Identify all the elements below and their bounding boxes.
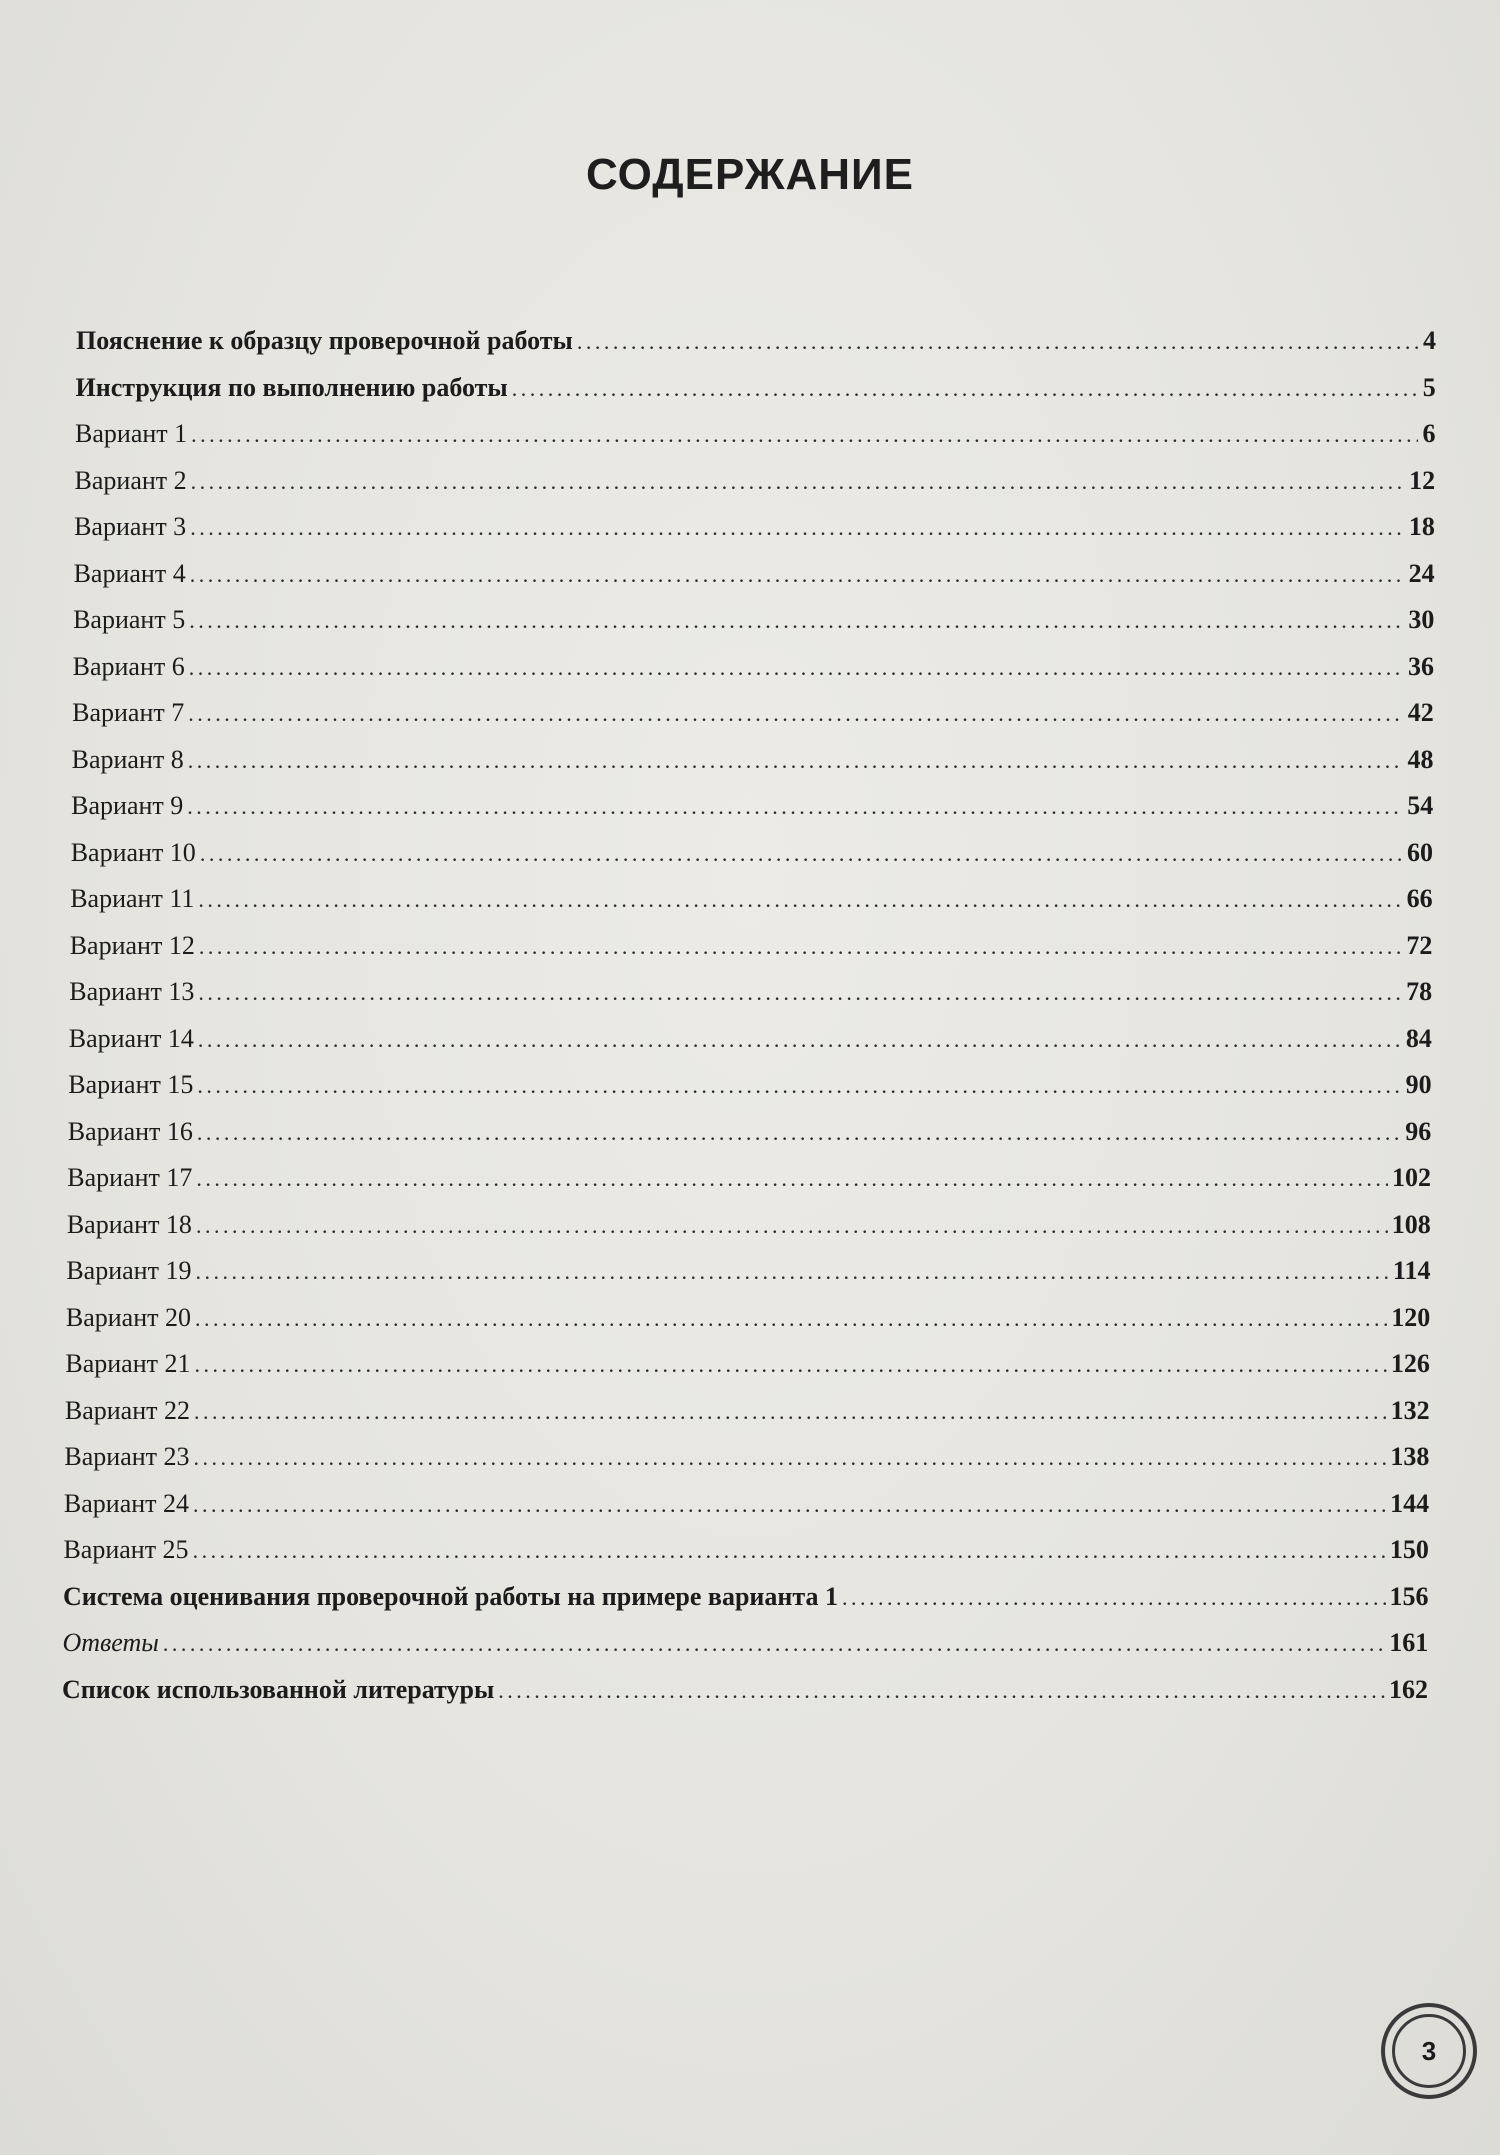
toc-leader-dots (577, 319, 1419, 365)
toc-entry-page: 96 (1405, 1116, 1432, 1146)
toc-entry (63, 1574, 1429, 1620)
toc-entry (76, 318, 1436, 364)
toc-entry (67, 1202, 1431, 1248)
toc-leader-dots (199, 924, 1403, 970)
toc-entry-label: Вариант 7 (72, 698, 185, 727)
toc-entry-page: 66 (1406, 884, 1433, 913)
toc-leader-dots (189, 645, 1404, 691)
toc-entry-page: 42 (1407, 698, 1434, 727)
toc-leader-dots (197, 1063, 1401, 1109)
toc-entry-page: 5 (1422, 372, 1436, 402)
toc-entry-label: Вариант 15 (68, 1070, 194, 1099)
toc-entry-page: 48 (1407, 744, 1434, 774)
toc-entry-page: 36 (1408, 651, 1435, 681)
toc-entry (73, 644, 1434, 690)
toc-entry (74, 551, 1435, 597)
toc-entry-label: Вариант 6 (72, 651, 185, 681)
toc-entry-page: 161 (1389, 1628, 1429, 1657)
toc-entry (67, 1155, 1431, 1201)
toc-entry-label: Вариант 2 (74, 465, 187, 495)
toc-entry-label: Вариант 12 (69, 930, 195, 960)
toc-entry-label: Вариант 24 (63, 1488, 190, 1518)
toc-entry (64, 1434, 1429, 1480)
toc-entry-page: 126 (1390, 1349, 1430, 1378)
toc-leader-dots (195, 1249, 1388, 1295)
toc-leader-dots (188, 738, 1404, 784)
toc-entry-page: 156 (1389, 1581, 1429, 1611)
toc-leader-dots (190, 552, 1405, 598)
toc-entry-page: 30 (1408, 605, 1435, 634)
toc-leader-dots (194, 1389, 1387, 1435)
toc-entry-page: 4 (1423, 326, 1436, 355)
toc-entry-page: 102 (1392, 1163, 1432, 1192)
toc-entry-label: Вариант 3 (74, 512, 187, 541)
toc-entry-label: Вариант 14 (68, 1023, 194, 1053)
toc-entry (69, 969, 1432, 1015)
toc-leader-dots (842, 1575, 1386, 1621)
toc-entry (62, 1667, 1428, 1713)
toc-entry (72, 690, 1434, 736)
page-number-badge (1381, 2003, 1477, 2099)
toc-leader-dots (193, 1482, 1386, 1528)
toc-entry-page: 114 (1392, 1256, 1431, 1285)
page-number: 3 (1392, 2014, 1466, 2088)
toc-entry-label: Вариант 11 (70, 884, 195, 913)
toc-entry-label: Вариант 5 (73, 605, 186, 634)
toc-entry-page: 12 (1409, 465, 1436, 495)
toc-leader-dots (195, 1342, 1387, 1388)
toc-entry-page: 138 (1390, 1442, 1430, 1471)
toc-entry-page: 78 (1406, 977, 1433, 1006)
toc-entry (76, 365, 1436, 411)
toc-entry-label: Вариант 13 (69, 977, 195, 1006)
toc-entry-page: 84 (1405, 1023, 1432, 1053)
toc-entry-page: 144 (1390, 1488, 1430, 1518)
toc-entry-label: Вариант 8 (71, 744, 184, 774)
toc-entry (62, 1620, 1428, 1666)
toc-entry (73, 597, 1434, 643)
toc-entry (66, 1248, 1430, 1294)
toc-entry-page: 120 (1391, 1302, 1431, 1332)
toc-entry-label: Ответы (62, 1628, 159, 1657)
toc-entry-label: Вариант 1 (75, 419, 188, 448)
toc-entry (71, 783, 1433, 829)
toc-entry-label: Вариант 19 (66, 1256, 192, 1285)
toc-entry-label: Вариант 17 (67, 1163, 193, 1192)
toc-leader-dots (190, 505, 1405, 551)
toc-entry-label: Вариант 25 (63, 1535, 189, 1564)
toc-entry-page: 162 (1389, 1674, 1428, 1704)
toc-entry-label: Вариант 4 (73, 558, 186, 588)
toc-leader-dots (196, 1203, 1388, 1249)
toc-entry (71, 830, 1433, 876)
toc-entry (70, 876, 1432, 922)
toc-entry-label: Список использованной литературы (62, 1674, 495, 1704)
toc-entry (65, 1388, 1430, 1434)
toc-entry-page: 18 (1408, 512, 1435, 541)
toc-entry-page: 108 (1391, 1209, 1431, 1239)
toc-entry-label: Вариант 10 (70, 837, 196, 867)
toc-entry (70, 923, 1433, 969)
toc-entry-page: 90 (1405, 1070, 1432, 1099)
toc-leader-dots (193, 1528, 1386, 1574)
toc-leader-dots (187, 784, 1403, 830)
toc-entry (75, 411, 1435, 457)
toc-entry (63, 1527, 1428, 1573)
toc-entry-page: 24 (1408, 558, 1435, 588)
toc-entry-label: Вариант 18 (66, 1209, 192, 1239)
toc-entry-label: Система оценивания проверочной работы на примере варианта 1 (62, 1581, 838, 1611)
toc-entry (64, 1481, 1429, 1527)
toc-leader-dots (198, 1017, 1402, 1063)
toc-leader-dots (197, 1110, 1401, 1156)
toc-entry-label: Вариант 16 (67, 1116, 193, 1146)
toc-entry (74, 504, 1435, 550)
page-title: СОДЕРЖАНИЕ (585, 150, 915, 199)
toc-leader-dots (195, 1296, 1387, 1342)
toc-leader-dots (189, 598, 1404, 644)
toc-entry (68, 1109, 1432, 1155)
toc-entry (75, 458, 1436, 504)
toc-entry-label: Инструкция по выполнению работы (75, 372, 508, 402)
toc-entry (66, 1295, 1430, 1341)
toc-entry-page: 132 (1390, 1395, 1430, 1425)
toc-entry-label: Пояснение к образцу проверочной работы (76, 326, 573, 355)
toc-leader-dots (200, 831, 1403, 877)
toc-leader-dots (198, 970, 1402, 1016)
toc-entry-page: 6 (1422, 419, 1436, 448)
toc-leader-dots (191, 459, 1405, 505)
toc-leader-dots (498, 1668, 1385, 1714)
toc-entry-page: 150 (1389, 1535, 1429, 1564)
toc-entry-page: 54 (1407, 791, 1434, 820)
toc-entry-page: 72 (1406, 930, 1433, 960)
toc-entry-label: Вариант 22 (64, 1395, 191, 1425)
toc-entry-label: Вариант 20 (65, 1302, 191, 1332)
toc-entry (72, 737, 1434, 783)
toc-entry (68, 1062, 1431, 1108)
toc-leader-dots (188, 691, 1404, 737)
toc-entry-label: Вариант 21 (65, 1349, 191, 1378)
toc-entry (69, 1016, 1432, 1062)
toc-entry-label: Вариант 23 (64, 1442, 190, 1471)
toc-leader-dots (191, 412, 1418, 458)
toc-leader-dots (196, 1156, 1388, 1202)
toc-entry-label: Вариант 9 (71, 791, 184, 820)
toc-leader-dots (194, 1435, 1387, 1481)
toc-leader-dots (198, 877, 1402, 923)
toc-leader-dots (512, 366, 1419, 412)
toc-entry-page: 60 (1406, 837, 1433, 867)
toc-leader-dots (163, 1621, 1385, 1667)
toc-entry (65, 1341, 1430, 1387)
